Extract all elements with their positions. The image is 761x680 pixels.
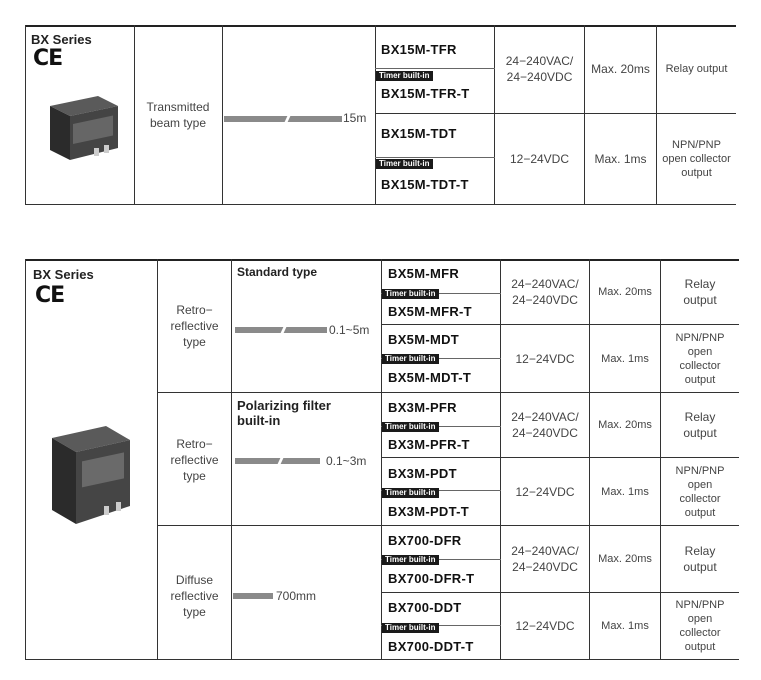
- model-name: BX15M-TDT: [381, 126, 457, 141]
- model-name: BX700-DDT: [388, 600, 462, 615]
- type-line: type: [183, 605, 206, 619]
- subhead-polarizing: [237, 398, 331, 428]
- response-time: Max. 20ms: [598, 419, 652, 431]
- power-supply: 12−24VDC: [509, 152, 570, 166]
- output-line: Relay: [684, 277, 716, 291]
- model-name-timer: BX700-DDT-T: [388, 639, 474, 654]
- power-line: 24−240VDC: [512, 293, 578, 307]
- type-line: reflective: [170, 319, 219, 333]
- output-line: open: [687, 613, 713, 625]
- model-name-timer: BX15M-TDT-T: [381, 177, 469, 192]
- output-line: output: [683, 293, 717, 307]
- model-name-timer: BX3M-PFR-T: [388, 437, 470, 452]
- power-line: 24−240VAC/: [505, 54, 574, 68]
- power-supply: [501, 526, 589, 592]
- response-time: Max. 20ms: [598, 553, 652, 565]
- output-line: open collector: [662, 153, 731, 165]
- output-type: [661, 526, 739, 592]
- output-type: Relay output: [665, 63, 728, 75]
- output-line: open: [687, 345, 713, 358]
- output-type: [661, 593, 739, 659]
- output-type: [661, 260, 739, 324]
- power-supply: [501, 260, 589, 324]
- output-line: Relay: [684, 544, 716, 558]
- type-text: Transmitted beam type: [146, 100, 210, 130]
- distance-label: 700mm: [276, 589, 317, 603]
- distance-label: 0.1~5m: [329, 323, 370, 337]
- subhead-line: built-in: [237, 413, 281, 428]
- model-name-timer: BX5M-MFR-T: [388, 304, 472, 319]
- output-line: output: [684, 641, 716, 653]
- response-time: Max. 1ms: [601, 620, 649, 632]
- type-line: reflective: [170, 589, 219, 603]
- power-line: 24−240VAC/: [511, 410, 579, 424]
- power-supply: [501, 393, 589, 457]
- output-line: open: [687, 478, 713, 491]
- power-supply: 12−24VDC: [515, 484, 575, 499]
- series-title: BX Series: [33, 267, 94, 282]
- output-line: output: [683, 560, 717, 574]
- output-line: output: [683, 426, 717, 440]
- type-line: type: [183, 335, 206, 349]
- power-line: 24−240VAC/: [511, 544, 579, 558]
- model-name-timer: BX700-DFR-T: [388, 571, 475, 586]
- model-name: BX3M-PDT: [388, 466, 457, 481]
- output-line: collector: [679, 627, 721, 639]
- response-time: Max. 20ms: [591, 62, 650, 76]
- power-line: 24−240VDC: [512, 426, 578, 440]
- sensor-icon: [46, 420, 136, 530]
- model-name: BX5M-MDT: [388, 332, 460, 347]
- timer-badge: Timer built-in: [382, 422, 439, 432]
- timer-badge: Timer built-in: [376, 71, 433, 81]
- output-line: NPN/PNP: [675, 331, 725, 344]
- response-time: Max. 20ms: [598, 286, 652, 298]
- response-time: Max. 1ms: [601, 352, 649, 365]
- output-type: [661, 325, 739, 392]
- power-supply: [495, 25, 584, 113]
- sensing-type: [158, 295, 231, 357]
- output-line: output: [684, 373, 716, 386]
- sensing-type: [158, 565, 231, 627]
- response-time: Max. 1ms: [601, 485, 649, 498]
- subhead-standard: Standard type: [237, 265, 318, 279]
- response-time: Max. 1ms: [594, 152, 647, 166]
- ce-mark: CE: [35, 283, 65, 308]
- power-line: 24−240VDC: [512, 560, 578, 574]
- output-line: NPN/PNP: [672, 139, 721, 151]
- output-line: output: [681, 167, 712, 179]
- type-line: Retro−: [176, 437, 213, 451]
- output-type: [661, 393, 739, 457]
- output-line: output: [684, 506, 716, 519]
- output-line: Relay: [684, 410, 716, 424]
- sensing-type: [134, 25, 222, 205]
- sensor-icon: [40, 92, 122, 164]
- model-name-timer: BX3M-PDT-T: [388, 504, 469, 519]
- model-name: BX3M-PFR: [388, 400, 457, 415]
- subhead-line: Polarizing filter: [237, 398, 331, 413]
- type-line: Retro−: [176, 303, 213, 317]
- output-line: collector: [679, 492, 721, 505]
- distance-label: 0.1~3m: [326, 454, 367, 468]
- output-type: [657, 114, 736, 204]
- power-line: 24−240VAC/: [511, 277, 579, 291]
- output-type: [661, 458, 739, 525]
- ce-mark: CE: [33, 46, 63, 71]
- power-supply: 12−24VDC: [515, 351, 575, 366]
- timer-badge: Timer built-in: [382, 354, 439, 364]
- power-line: 24−240VDC: [506, 70, 573, 84]
- output-line: collector: [679, 359, 721, 372]
- model-name: BX700-DFR: [388, 533, 462, 548]
- output-line: NPN/PNP: [675, 599, 725, 611]
- sensing-type: [158, 429, 231, 491]
- timer-badge: Timer built-in: [382, 555, 439, 565]
- type-line: Diffuse: [175, 573, 214, 587]
- distance-label: 15m: [343, 111, 367, 125]
- model-name: BX5M-MFR: [388, 266, 460, 281]
- timer-badge: Timer built-in: [382, 623, 439, 633]
- timer-badge: Timer built-in: [382, 289, 439, 299]
- type-line: reflective: [170, 453, 219, 467]
- output-line: NPN/PNP: [675, 464, 725, 477]
- model-name: BX15M-TFR: [381, 42, 457, 57]
- power-supply: 12−24VDC: [515, 619, 575, 633]
- model-name-timer: BX5M-MDT-T: [388, 370, 472, 385]
- model-name-timer: BX15M-TFR-T: [381, 86, 470, 101]
- timer-badge: Timer built-in: [382, 488, 439, 498]
- series-title: BX Series: [31, 32, 92, 47]
- timer-badge: Timer built-in: [376, 159, 433, 169]
- type-line: type: [183, 469, 206, 483]
